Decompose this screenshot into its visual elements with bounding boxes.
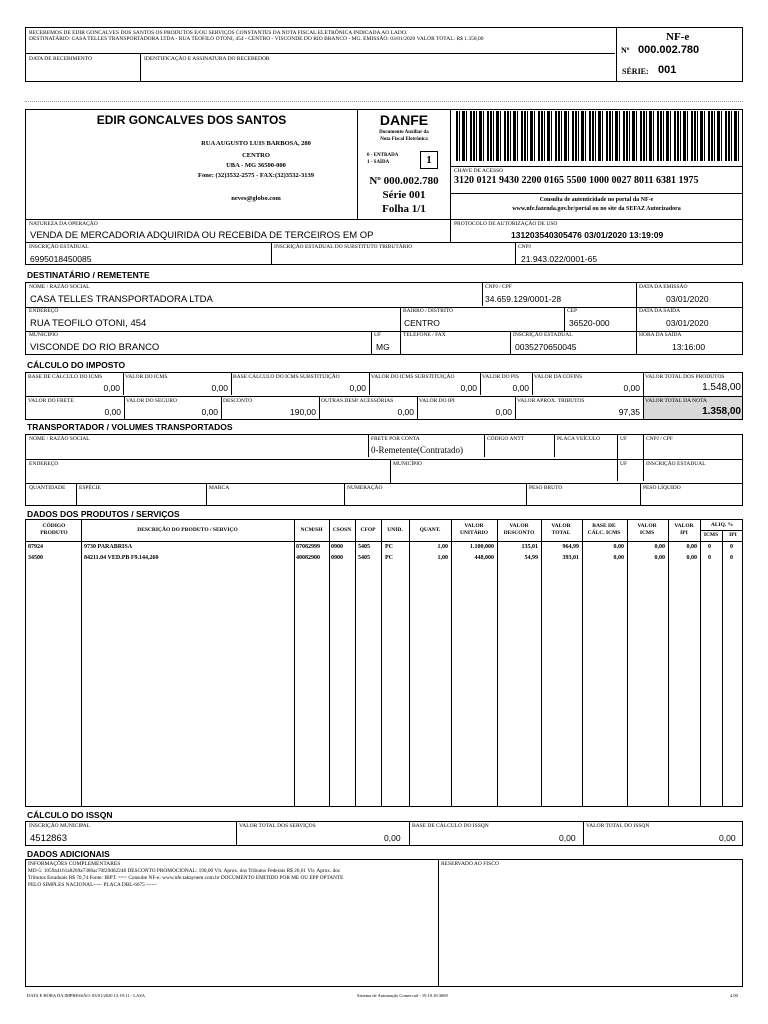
dest-ie-label: INSCRIÇÃO ESTADUAL <box>513 332 573 338</box>
issqn-vi-label: VALOR TOTAL DO ISSQN <box>586 823 650 829</box>
th-bicms: BASE DE CÁLC. ICMS <box>587 523 621 536</box>
footer-center: Sistema de Automação Comercial - 19.10.18.3069 <box>357 993 448 998</box>
product-cell-vtotal: 964,99 <box>562 544 579 550</box>
dest-end: RUA TEOFILO OTONI, 454 <box>30 318 147 329</box>
transp-antt-label: CÓDIGO ANTT <box>487 436 525 442</box>
canhoto-nfe-title: NF-e <box>666 31 690 43</box>
row1-5: VALOR DA COFINS 0,00 <box>534 374 640 393</box>
product-cell-vunit: 448,000 <box>474 555 494 561</box>
product-cell-csosn: 0900 <box>331 544 343 550</box>
cut-line <box>25 101 743 102</box>
identificacao-label: IDENTIFICAÇÃO E ASSINATURA DO RECEBEDOR <box>144 56 270 62</box>
info-line-3: PELO SIMPLES NACIONAL----- PLACA DBL-6675 ------ <box>28 882 157 888</box>
th-codigo: CÓDIGO PRODUTO <box>40 523 68 536</box>
info-line-2: Tributos Estaduais R$ 70,74 Fonte: IBPT. ==> Consulte NF-e: www.nfe.takaynem.com.br DOCUMENTO EMITIDO POR ME OU EPP OPTANTE <box>28 875 344 881</box>
product-cell-cfop: 5405 <box>358 555 370 561</box>
issqn-im: 4512863 <box>30 833 67 844</box>
product-cell-unid: PC <box>385 544 393 550</box>
natureza-value: VENDA DE MERCADORIA ADQUIRIDA OU RECEBIDA DE TERCEIROS EM OP <box>30 230 374 241</box>
product-cell-unid: PC <box>385 555 393 561</box>
dest-uf: MG <box>376 342 390 352</box>
dest-section-title: DESTINATÁRIO / REMETENTE <box>27 270 150 280</box>
danfe-subtitle1: Documento Auxiliar da <box>379 130 429 135</box>
row2-0: VALOR DO FRETE 0,00 <box>28 398 121 417</box>
danfe-tipo: 1 <box>420 151 438 169</box>
adicionais-section-title: DADOS ADICIONAIS <box>27 849 110 859</box>
th-ncm: NCM/SH <box>300 527 323 533</box>
transp-cnpj-label: CNPJ / CPF <box>646 436 673 442</box>
canhoto-numero-label: Nº <box>621 46 630 55</box>
transp-placa-label: PLACA VEÍCULO <box>557 436 601 442</box>
row2-5: VALOR APROX. TRIBUTOS 97,35 <box>517 398 640 417</box>
transp-num-label: NUMERAÇÃO <box>347 485 383 491</box>
protocolo-value: 131203540305476 03/01/2020 13:19:09 <box>511 230 664 240</box>
th-vunit: VALOR UNITÁRIO <box>459 523 489 536</box>
issqn-bc-label: BASE DE CÁLCULO DO ISSQN <box>412 823 489 829</box>
dest-cnpj-label: CNPJ / CPF <box>485 284 512 290</box>
canhoto-serie-label: SÉRIE: <box>622 67 649 76</box>
product-cell-bicms: 0,00 <box>613 555 624 561</box>
row1-4: VALOR DO PIS 0,00 <box>482 374 529 393</box>
product-cell-codigo: 87924 <box>28 544 43 550</box>
chave-value: 3120 0121 9430 2200 0165 5500 1000 0027 8011 6381 1975 <box>454 175 699 186</box>
product-cell-vicms: 0,00 <box>654 555 665 561</box>
transp-qtd-label: QUANTIDADE <box>29 485 66 491</box>
th-cfop: CFOP <box>360 527 376 533</box>
canhoto-destinatario: DESTINATÁRIO: CASA TELLES TRANSPORTADORA LTDA - RUA TEOFILO OTONI, 454 - CENTRO - VISCONDE DO RIO BRANCO - MG. EMISSÃO: 03/01/2020 VALOR TOTAL: R$ 1.358,00 <box>29 36 484 42</box>
product-cell-vipi: 0,00 <box>686 555 697 561</box>
product-cell-desc: 84211.04 VED.PB F9.144,260 <box>84 555 159 561</box>
dest-saida: 03/01/2020 <box>666 318 709 328</box>
transp-uf-label: UF <box>620 436 628 442</box>
footer-right: 4.00 <box>730 993 738 998</box>
product-cell-aicms: 0 <box>708 555 711 561</box>
row2-6: VALOR TOTAL DA NOTA 1.358,00 <box>645 398 741 417</box>
product-cell-aicms: 0 <box>708 544 711 550</box>
info-line-1: MD-5: 1059a4161a8269a7380ac70f29d62248 DESCONTO PROMOCIONAL: 190,00 Vlr. Aprox. dos Tributos Federais R$ 26,61 Vlr. Aprox. dos <box>28 868 340 874</box>
th-vdesc: VALOR DESCONTO <box>503 523 535 536</box>
emitente-box <box>25 109 358 220</box>
emitente-cidade: UBA - MG 36500-000 <box>226 162 286 169</box>
th-csosn: CSOSN <box>332 527 352 533</box>
fisco-label: RESERVADO AO FISCO <box>441 861 499 867</box>
transp-esp-label: ESPÉCIE <box>79 485 101 491</box>
danfe-numero: Nº 000.002.780 <box>369 175 439 187</box>
chave-label: CHAVE DE ACESSO <box>454 168 504 174</box>
th-aliq-icms: ICMS <box>703 532 719 538</box>
natureza-box <box>25 219 451 243</box>
danfe-serie: Série 001 <box>382 189 426 201</box>
transp-ie-label: INSCRIÇÃO ESTADUAL <box>646 461 706 467</box>
dest-saida-label: DATA DA SAÍDA <box>639 308 681 314</box>
product-cell-vipi: 0,00 <box>686 544 697 550</box>
dest-mun-label: MUNICÍPIO <box>29 332 59 338</box>
protocolo-box <box>450 219 743 243</box>
danfe-subtitle2: Nota Fiscal Eletrônica <box>380 137 428 142</box>
transp-uf2-label: UF <box>620 461 628 467</box>
danfe-entrada: 0 - ENTRADA <box>367 153 399 158</box>
issqn-bc: 0,00 <box>559 833 576 843</box>
emitente-cnpj-label: CNPJ <box>518 244 531 250</box>
row1-2: BASE CÁLCULO DO ICMS SUBSTITUIÇÃO 0,00 <box>233 374 366 393</box>
transp-pl-label: PESO LÍQUIDO <box>643 485 681 491</box>
issqn-im-label: INSCRIÇÃO MUNICIPAL <box>29 823 91 829</box>
product-cell-quant: 1,00 <box>437 555 448 561</box>
danfe-folha: Folha 1/1 <box>382 203 426 215</box>
issqn-section-title: CÁLCULO DO ISSQN <box>27 810 113 820</box>
imposto-box <box>25 372 743 420</box>
ie-st-label: INSCRIÇÃO ESTADUAL DO SUBSTITUTO TRIBUTÁRIO <box>274 244 413 250</box>
th-aliq: ALIQ. % <box>710 522 734 528</box>
product-cell-aipi: 0 <box>730 544 733 550</box>
transp-marca-label: MARCA <box>209 485 230 491</box>
produtos-section-title: DADOS DOS PRODUTOS / SERVIÇOS <box>27 509 180 519</box>
th-unid: UNID. <box>387 527 403 533</box>
dest-emissao-label: DATA DA EMISSÃO <box>639 284 688 290</box>
product-cell-ncm: 40082900 <box>296 555 320 561</box>
product-cell-aipi: 0 <box>730 555 733 561</box>
dest-hora: 13:16:00 <box>672 342 706 352</box>
th-desc: DESCRIÇÃO DO PRODUTO / SERVIÇO <box>137 527 238 533</box>
info-label: INFORMAÇÕES COMPLEMENTARES <box>28 861 121 867</box>
product-cell-vtotal: 393,01 <box>562 555 579 561</box>
emitente-email: neves@globo.com <box>231 195 281 202</box>
dest-fone-label: TELEFONE / FAX <box>403 332 446 338</box>
product-cell-vdesc: 54,99 <box>524 555 538 561</box>
imposto-section-title: CÁLCULO DO IMPOSTO <box>27 360 126 370</box>
ie-label: INSCRIÇÃO ESTADUAL <box>29 244 89 250</box>
transp-nome-label: NOME / RAZÃO SOCIAL <box>29 436 90 442</box>
row2-3: OUTRAS DESP. ACESSÓRIAS 0,00 <box>321 398 414 417</box>
dest-cnpj: 34.659.129/0001-28 <box>485 294 562 304</box>
transp-section-title: TRANSPORTADOR / VOLUMES TRANSPORTADOS <box>27 422 233 432</box>
dest-bairro: CENTRO <box>404 318 440 328</box>
th-quant: QUANT. <box>419 527 441 533</box>
product-cell-vicms: 0,00 <box>654 544 665 550</box>
row1-3: VALOR DO ICMS SUBSTITUIÇÃO 0,00 <box>371 374 477 393</box>
dest-hora-label: HORA DA SAÍDA <box>639 332 682 338</box>
product-cell-vdesc: 135,01 <box>521 544 538 550</box>
canhoto-recebemos: RECEBEMOS DE EDIR GONCALVES DOS SANTOS OS PRODUTOS E/OU SERVIÇOS CONSTANTES DA NOTA FISCAL ELETRÔNICA INDICADA AO LADO. <box>29 30 408 36</box>
product-cell-csosn: 0900 <box>331 555 343 561</box>
data-recebimento-label: DATA DE RECEBIMENTO <box>29 56 93 62</box>
dest-nome: CASA TELLES TRANSPORTADORA LTDA <box>30 294 213 305</box>
ie-value: 6995018450085 <box>30 254 92 264</box>
th-aliq-ipi: IPI <box>729 532 737 538</box>
dest-cep-label: CEP <box>567 308 578 314</box>
dest-end-label: ENDEREÇO <box>29 308 59 314</box>
natureza-label: NATUREZA DA OPERAÇÃO <box>29 221 98 227</box>
emitente-fone: Fone: (32)3532-2575 - FAX:(32)3532-3139 <box>198 172 314 179</box>
transp-pb-label: PESO BRUTO <box>529 485 563 491</box>
product-cell-cfop: 5405 <box>358 544 370 550</box>
issqn-vi: 0,00 <box>719 833 736 843</box>
emitente-cnpj: 21.943.022/0001-65 <box>521 254 598 264</box>
row2-2: DESCONTO 190,00 <box>223 398 316 417</box>
protocolo-label: PROTOCOLO DE AUTORIZAÇÃO DE USO <box>454 221 558 227</box>
row1-0: BASE DE CÁLCULO DO ICMS 0,00 <box>28 374 120 393</box>
product-cell-desc: 9730 PARABRISA <box>84 544 133 550</box>
dest-uf-label: UF <box>374 332 382 338</box>
row2-4: VALOR DO IPI 0,00 <box>419 398 512 417</box>
th-vtotal: VALOR TOTAL <box>551 523 571 536</box>
barcode-image <box>456 111 740 161</box>
adicionais-box <box>25 859 743 987</box>
issqn-vs-label: VALOR TOTAL DOS SERVIÇOS <box>239 823 316 829</box>
dest-cep: 36520-000 <box>569 318 610 328</box>
canhoto <box>25 27 743 82</box>
dest-box <box>25 282 743 355</box>
consulta-1: Consulta de autenticidade no portal da NF-e <box>539 197 654 203</box>
danfe-title: DANFE <box>379 112 429 128</box>
th-vipi: VALOR IPI <box>674 523 694 536</box>
dest-mun: VISCONDE DO RIO BRANCO <box>30 342 160 353</box>
dest-nome-label: NOME / RAZÃO SOCIAL <box>29 284 90 290</box>
row1-1: VALOR DO ICMS 0,00 <box>125 374 228 393</box>
row2-1: VALOR DO SEGURO 0,00 <box>126 398 218 417</box>
product-cell-ncm: 87082999 <box>296 544 320 550</box>
consulta-2: www.nfe.fazenda.gov.br/portal ou no site da SEFAZ Autorizadora <box>512 206 681 212</box>
canhoto-serie: 001 <box>658 64 677 76</box>
emitente-nome: EDIR GONCALVES DOS SANTOS <box>96 113 287 127</box>
issqn-vs: 0,00 <box>384 833 401 843</box>
transp-frete: 0-Remetente(Contratado) <box>371 445 463 455</box>
row1-6: VALOR TOTAL DOS PRODUTOS 1.548,00 <box>645 374 741 393</box>
transp-mun-label: MUNICÍPIO <box>393 461 423 467</box>
dest-emissao: 03/01/2020 <box>666 294 709 304</box>
transp-end-label: ENDEREÇO <box>29 461 59 467</box>
ie-row <box>25 242 743 265</box>
transp-box <box>25 434 743 506</box>
th-vicms: VALOR ICMS <box>637 523 657 536</box>
emitente-endereco: RUA AUGUSTO LUIS BARBOSA, 280 <box>201 140 311 147</box>
canhoto-numero: 000.002.780 <box>638 44 700 56</box>
product-cell-vunit: 1.100,000 <box>470 544 494 550</box>
product-cell-codigo: 34500 <box>28 555 43 561</box>
danfe-saida: 1 - SAÍDA <box>367 160 390 165</box>
product-cell-quant: 1,00 <box>437 544 448 550</box>
dest-ie: 0035270650045 <box>515 342 577 352</box>
dest-bairro-label: BAIRRO / DISTRITO <box>403 308 454 314</box>
danfe-box <box>357 109 451 220</box>
transp-frete-label: FRETE POR CONTA <box>371 436 420 442</box>
issqn-box <box>25 821 743 846</box>
footer-left: DATA E HORA DA IMPRESSÃO: 03/01/2020 13:19:11 - LASA <box>27 993 145 998</box>
emitente-bairro: CENTRO <box>242 152 270 159</box>
product-cell-bicms: 0,00 <box>613 544 624 550</box>
produtos-table <box>25 519 743 807</box>
